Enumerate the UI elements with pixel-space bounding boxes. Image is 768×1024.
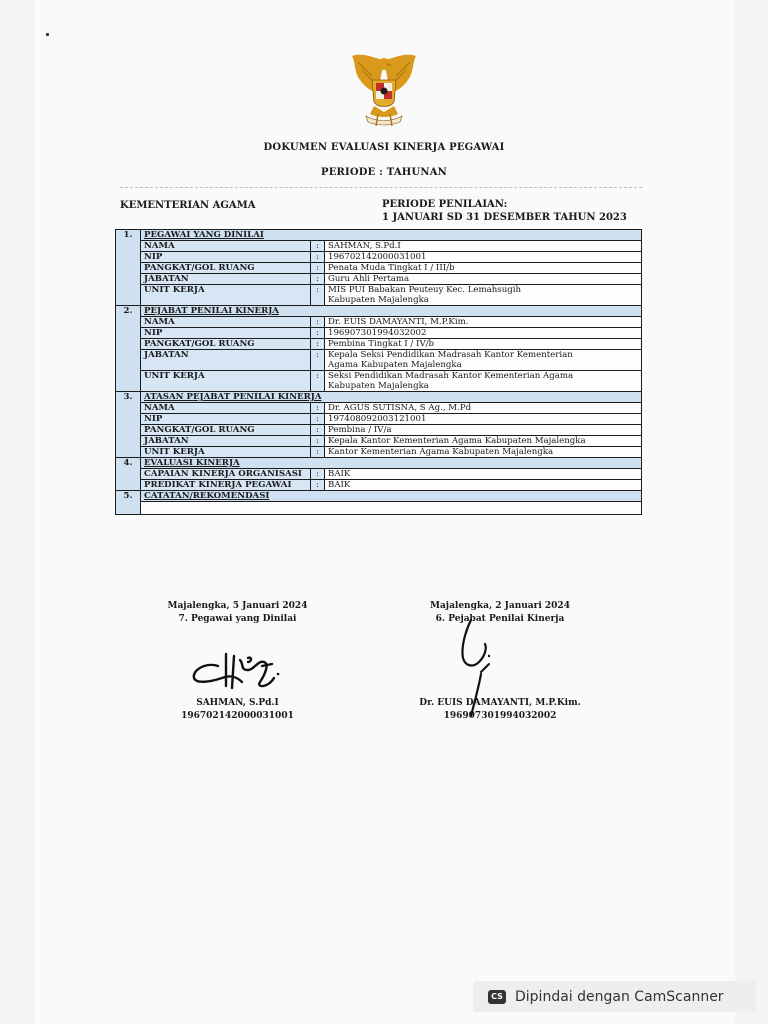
signatory-nip: 196702142000031001 — [181, 711, 294, 721]
colon-separator: : — [311, 371, 325, 392]
section-title: CATATAN/REKOMENDASI — [141, 491, 642, 502]
value-line: Seksi Pendidikan Madrasah Kantor Kementerian Agama — [328, 371, 574, 381]
table-row — [116, 447, 642, 458]
section-number: 3. — [116, 392, 141, 458]
table-row — [116, 339, 642, 350]
colon-separator: : — [311, 263, 325, 274]
field-value: BAIK — [325, 469, 642, 480]
colon-separator: : — [311, 317, 325, 328]
field-label: UNIT KERJA — [141, 371, 311, 392]
field-value: Guru Ahli Pertama — [325, 274, 642, 285]
field-value: 196907301994032002 — [325, 328, 642, 339]
signatory-name: Dr. EUIS DAMAYANTI, M.P.Kim. — [419, 698, 581, 708]
field-value: Pembina Tingkat I / IV/b — [325, 339, 642, 350]
signatory-right — [410, 697, 590, 723]
field-value: Dr. EUIS DAMAYANTI, M.P.Kim. — [325, 317, 642, 328]
table-row — [116, 328, 642, 339]
field-value: 196702142000031001 — [325, 252, 642, 263]
garuda-emblem-icon — [342, 50, 426, 130]
table-row — [116, 285, 642, 306]
section-number: 1. — [116, 230, 141, 306]
value-line: Agama Kabupaten Majalengka — [328, 360, 462, 370]
field-value: 197408092003121001 — [325, 414, 642, 425]
field-label: JABATAN — [141, 350, 311, 371]
camscanner-logo-icon: CS — [488, 990, 506, 1004]
field-label: NAMA — [141, 317, 311, 328]
table-row — [116, 317, 642, 328]
field-value — [325, 371, 642, 392]
section-header — [116, 491, 642, 502]
evaluation-table — [115, 229, 642, 515]
field-label: CAPAIAN KINERJA ORGANISASI — [141, 469, 311, 480]
section-title: PEJABAT PENILAI KINERJA — [141, 306, 642, 317]
table-row — [116, 263, 642, 274]
section-title: PEGAWAI YANG DINILAI — [141, 230, 642, 241]
field-value: Dr. AGUS SUTISNA, S Ag., M.Pd — [325, 403, 642, 414]
section-header — [116, 230, 642, 241]
field-value — [325, 285, 642, 306]
table-row — [116, 414, 642, 425]
signature-block-left — [155, 600, 320, 626]
scan-speck — [46, 33, 49, 36]
field-label: NIP — [141, 252, 311, 263]
table-row — [116, 425, 642, 436]
colon-separator: : — [311, 447, 325, 458]
field-value: Kepala Kantor Kementerian Agama Kabupaten Majalengka — [325, 436, 642, 447]
colon-separator: : — [311, 480, 325, 491]
field-label: PANGKAT/GOL RUANG — [141, 339, 311, 350]
table-row — [116, 436, 642, 447]
value-line: Kabupaten Majalengka — [328, 381, 429, 391]
colon-separator: : — [311, 436, 325, 447]
field-label: PANGKAT/GOL RUANG — [141, 263, 311, 274]
table-row — [116, 241, 642, 252]
section-number: 5. — [116, 491, 141, 515]
field-label: NIP — [141, 414, 311, 425]
colon-separator: : — [311, 252, 325, 263]
organization-name: KEMENTERIAN AGAMA — [120, 200, 256, 211]
document-periode: PERIODE : TAHUNAN — [320, 167, 448, 178]
section-title: EVALUASI KINERJA — [141, 458, 642, 469]
signature-role: 7. Pegawai yang Dinilai — [178, 614, 297, 624]
field-label: PANGKAT/GOL RUANG — [141, 425, 311, 436]
table-row — [116, 371, 642, 392]
signature-role: 6. Pejabat Penilai Kinerja — [435, 614, 565, 624]
field-label: JABATAN — [141, 274, 311, 285]
colon-separator: : — [311, 469, 325, 480]
field-label: UNIT KERJA — [141, 447, 311, 458]
field-label: UNIT KERJA — [141, 285, 311, 306]
field-label: NAMA — [141, 241, 311, 252]
table-row — [116, 502, 642, 515]
signature-place-date: Majalengka, 2 Januari 2024 — [430, 601, 570, 611]
signatory-nip: 196907301994032002 — [443, 711, 557, 721]
notes-field — [141, 502, 642, 515]
field-label: NIP — [141, 328, 311, 339]
field-value: Penata Muda Tingkat I / III/b — [325, 263, 642, 274]
signature-place-date: Majalengka, 5 Januari 2024 — [167, 601, 308, 611]
field-label: JABATAN — [141, 436, 311, 447]
value-line: Kabupaten Majalengka — [328, 295, 429, 305]
camscanner-watermark — [473, 981, 756, 1012]
assessment-period-label: PERIODE PENILAIAN: — [382, 199, 508, 210]
section-header — [116, 306, 642, 317]
field-value — [325, 350, 642, 371]
section-header — [116, 392, 642, 403]
signatory-name: SAHMAN, S.Pd.I — [196, 698, 279, 708]
handwritten-signature-left — [188, 648, 288, 694]
section-header — [116, 458, 642, 469]
table-row — [116, 403, 642, 414]
colon-separator: : — [311, 285, 325, 306]
table-row — [116, 480, 642, 491]
table-row — [116, 252, 642, 263]
field-value: Kantor Kementerian Agama Kabupaten Majalengka — [325, 447, 642, 458]
document-title: DOKUMEN EVALUASI KINERJA PEGAWAI — [263, 142, 505, 153]
field-value: BAIK — [325, 480, 642, 491]
divider — [120, 187, 642, 188]
table-row — [116, 469, 642, 480]
signatory-left — [155, 697, 320, 723]
table-row — [116, 350, 642, 371]
field-value: Pembina / IV/a — [325, 425, 642, 436]
watermark-text: Dipindai dengan CamScanner — [515, 988, 724, 1005]
colon-separator: : — [311, 403, 325, 414]
colon-separator: : — [311, 339, 325, 350]
assessment-period-value: 1 JANUARI SD 31 DESEMBER TAHUN 2023 — [382, 212, 627, 223]
colon-separator: : — [311, 328, 325, 339]
section-title: ATASAN PEJABAT PENILAI KINERJA — [141, 392, 642, 403]
colon-separator: : — [311, 425, 325, 436]
field-value: SAHMAN, S.Pd.I — [325, 241, 642, 252]
colon-separator: : — [311, 350, 325, 371]
section-number: 4. — [116, 458, 141, 491]
field-label: NAMA — [141, 403, 311, 414]
colon-separator: : — [311, 241, 325, 252]
value-line: MIS PUI Babakan Peuteuy Kec. Lemahsugih — [328, 285, 522, 295]
field-label: PREDIKAT KINERJA PEGAWAI — [141, 480, 311, 491]
colon-separator: : — [311, 414, 325, 425]
table-row — [116, 274, 642, 285]
value-line: Kepala Seksi Pendidikan Madrasah Kantor Kementerian — [328, 350, 573, 360]
section-number: 2. — [116, 306, 141, 392]
colon-separator: : — [311, 274, 325, 285]
